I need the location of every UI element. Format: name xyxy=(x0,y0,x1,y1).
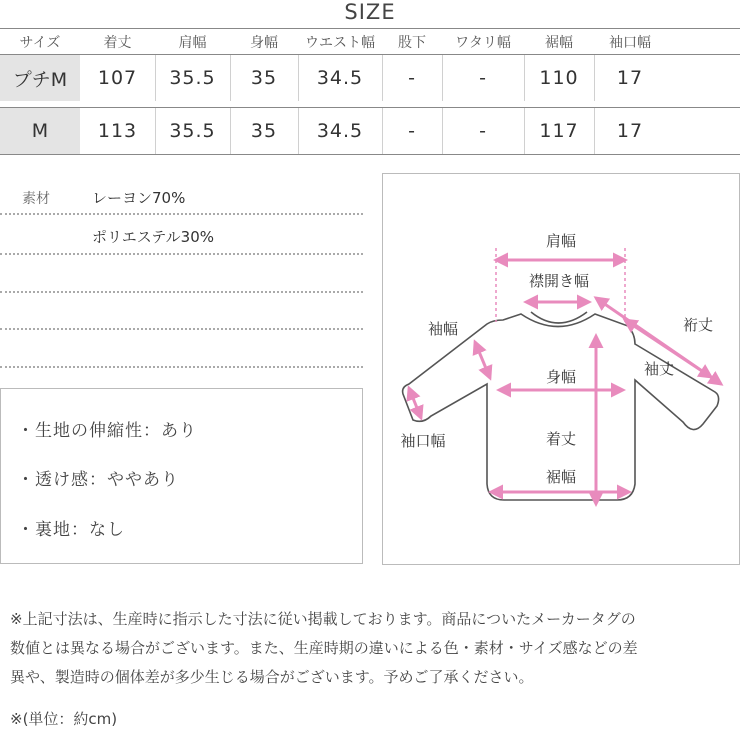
header-shoulder: 肩幅 xyxy=(178,35,207,51)
row-size-label: プチM xyxy=(0,55,80,101)
material-key: 素材 xyxy=(22,191,50,207)
header-cuff: 袖口幅 xyxy=(609,35,651,51)
cell-thigh: - xyxy=(479,120,487,142)
note-line: ※上記寸法は、生産時に指示した寸法に従い掲載しております。商品についたメーカータグの xyxy=(10,610,636,628)
label-yuki: 裄丈 xyxy=(682,316,714,334)
row-size-label: M xyxy=(0,108,80,154)
label-neck: 襟開き幅 xyxy=(528,272,590,290)
cell-shoulder: 35.5 xyxy=(169,120,216,142)
cell-length: 107 xyxy=(97,67,138,89)
header-hem: 裾幅 xyxy=(545,35,573,51)
cell-inseam: - xyxy=(408,120,416,142)
dotted-divider xyxy=(0,291,363,293)
dotted-divider xyxy=(0,213,363,215)
feature-stretch: ・生地の伸縮性：あり xyxy=(17,421,197,441)
neckline xyxy=(531,312,587,323)
label-cuff: 袖口幅 xyxy=(400,432,446,450)
label-hem: 裾幅 xyxy=(545,468,577,486)
feature-sheerness: ・透け感：ややあり xyxy=(17,470,179,490)
cell-shoulder: 35.5 xyxy=(169,67,216,89)
table-row xyxy=(0,54,740,101)
material-line: ポリエステル30% xyxy=(92,228,214,246)
feature-lining: ・裏地：なし xyxy=(17,520,125,540)
header-size: サイズ xyxy=(19,35,61,51)
cell-cuff: 17 xyxy=(616,67,644,89)
note-line: 異や、製造時の個体差が多少生じる場合がございます。予めご了承ください。 xyxy=(10,668,534,686)
cell-hem: 110 xyxy=(539,67,579,89)
note-line: 数値とは異なる場合がございます。また、生産時期の違いによる色・素材・サイズ感などの差 xyxy=(10,639,638,657)
label-sleeve-length: 袖丈 xyxy=(643,360,675,378)
header-thigh: ワタリ幅 xyxy=(455,35,511,51)
header-body-width: 身幅 xyxy=(250,35,278,51)
table-top-rule xyxy=(0,28,740,29)
unit-note: ※(単位：約cm) xyxy=(10,710,118,728)
table-row xyxy=(0,107,740,155)
dotted-divider xyxy=(0,253,363,255)
material-line: レーヨン70% xyxy=(92,189,186,207)
features-box xyxy=(0,388,363,564)
label-sleeve-width: 袖幅 xyxy=(427,320,459,338)
cell-inseam: - xyxy=(408,67,416,89)
cell-hem: 117 xyxy=(539,120,579,142)
size-title: SIZE xyxy=(344,0,396,24)
cell-waist: 34.5 xyxy=(316,67,364,89)
header-waist: ウエスト幅 xyxy=(305,35,375,51)
cell-cuff: 17 xyxy=(616,120,644,142)
label-body-width: 身幅 xyxy=(545,368,577,386)
dotted-divider xyxy=(0,366,363,368)
dotted-divider xyxy=(0,328,363,330)
garment-diagram xyxy=(382,173,740,565)
cell-body-width: 35 xyxy=(250,67,278,89)
cell-thigh: - xyxy=(479,67,487,89)
header-length: 着丈 xyxy=(103,35,132,51)
cell-waist: 34.5 xyxy=(316,120,364,142)
header-inseam: 股下 xyxy=(398,35,426,51)
cell-body-width: 35 xyxy=(250,120,278,142)
label-shoulder: 肩幅 xyxy=(545,232,577,250)
cell-length: 113 xyxy=(97,120,138,142)
label-length: 着丈 xyxy=(545,430,577,448)
